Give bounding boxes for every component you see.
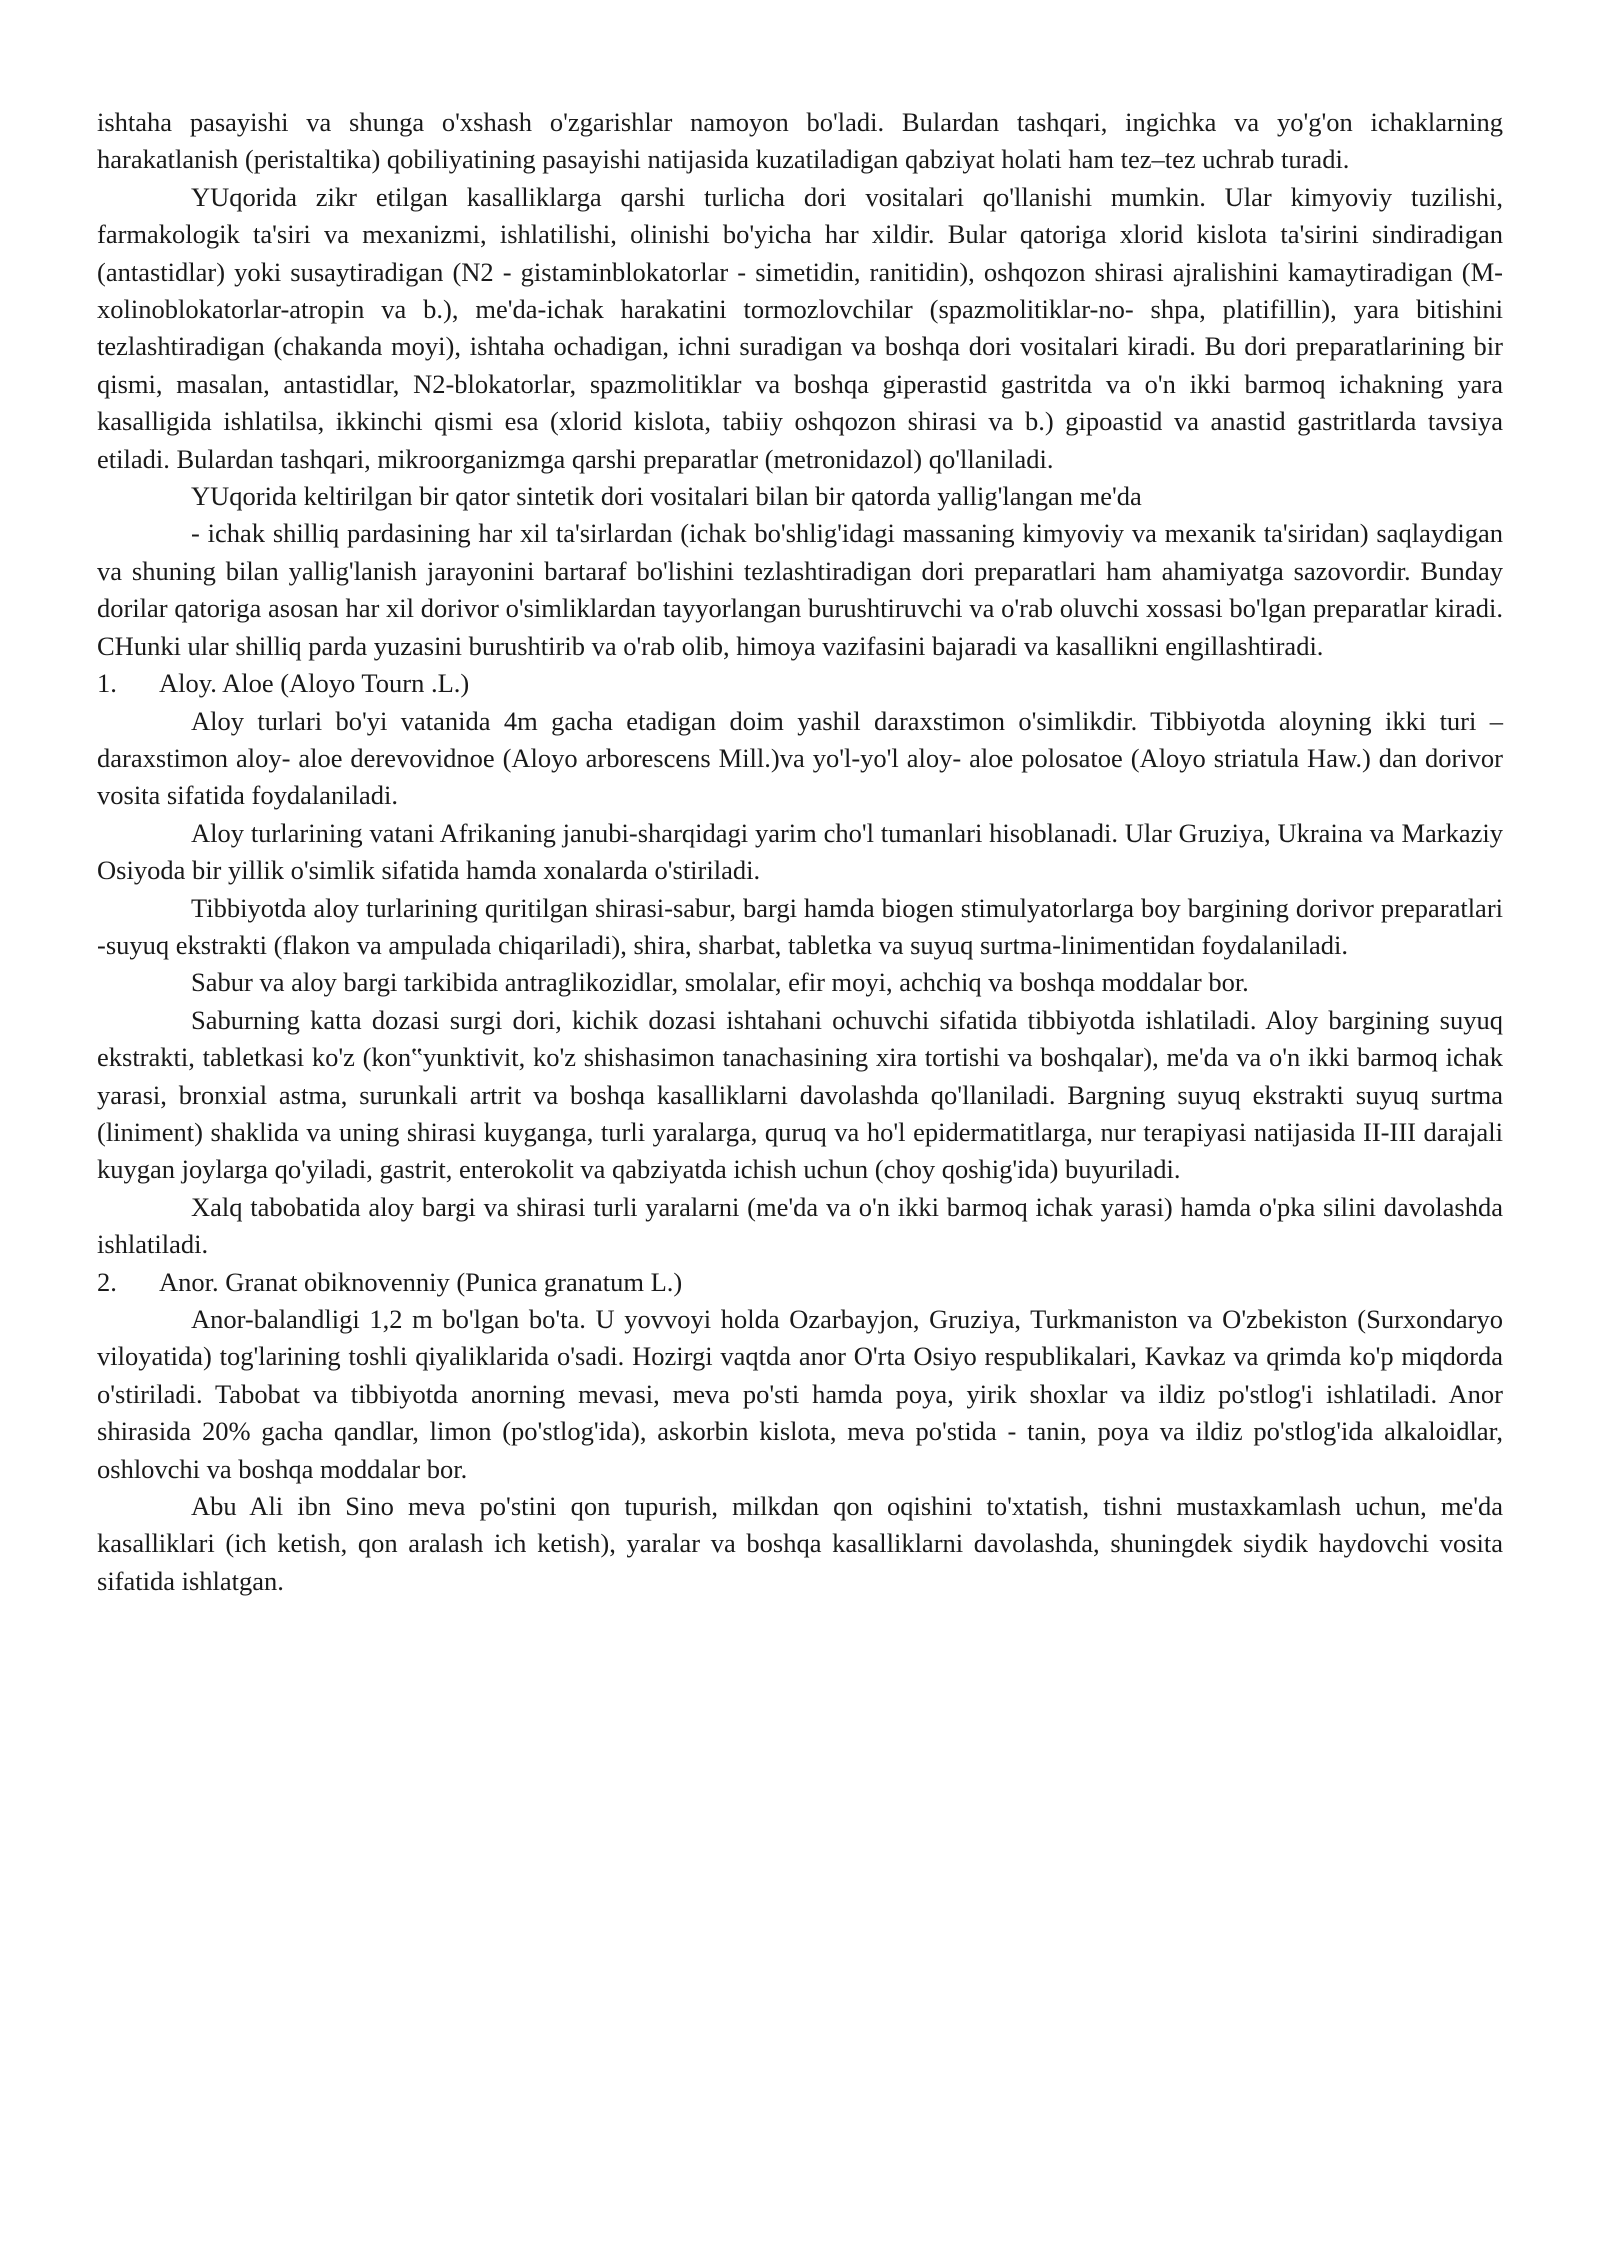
document-page — [97, 104, 1503, 1600]
paragraph: Abu Ali ibn Sino meva po'stini qon tupurish, milkdan qon oqishini to'xtatish, tishni mustaxkamlash uchun, me'da kasalliklari (ich ketish, qon aralash ich ketish), yaralar va boshqa kasalliklarni davolashda, shuningdek siydik haydovchi vosita sifatida ishlatgan. — [97, 1491, 1503, 1596]
paragraph: Saburning katta dozasi surgi dori, kichik dozasi ishtahani ochuvchi sifatida tibbiyotda ishlatiladi. Aloy bargining suyuq ekstrakti, tabletkasi ko'z (kon‟yunktivit, ko'z shishasimon tanachasining xira tortishi va boshqalar), me'da va o'n ikki barmoq ichak yarasi, bronxial astma, surunkali artrit va boshqa kasalliklarni davolashda qo'llaniladi. Bargning suyuq ekstrakti suyuq surtma (liniment) shaklida va uning shirasi kuyganga, turli yaralarga, quruq va ho'l epidermatitlarga, nur terapiyasi natijasida II-III darajali kuygan joylarga qo'yiladi, gastrit, enterokolit va qabziyatda ichish uchun (choy qoshig'ida) buyuriladi. — [97, 1004, 1503, 1185]
list-item-title: Anor. Granat obiknovenniy (Punica granatum L.) — [159, 1266, 683, 1297]
list-item-pomegranate — [97, 1264, 1503, 1301]
paragraph: YUqorida keltirilgan bir qator sintetik dori vositalari bilan bir qatorda yallig'langan me'da — [191, 481, 1142, 512]
paragraph: Xalq tabobatida aloy bargi va shirasi turli yaralarni (me'da va o'n ikki barmoq ichak yarasi) hamda o'pka silini davolashda ishlatiladi. — [97, 1191, 1503, 1260]
list-item-title: Aloy. Aloe (Aloyo Tourn .L.) — [159, 668, 470, 699]
list-item-number: 1. — [97, 668, 117, 699]
paragraph: Aloy turlari bo'yi vatanida 4m gacha etadigan doim yashil daraxstimon o'simlikdir. Tibbiyotda aloyning ikki turi –daraxstimon aloy- aloe derevovidnoe (Aloyo arborescens Mill.)va yo'l-yo'l aloy- aloe polosatoe (Aloyo striatula Haw.) dan dorivor vosita sifatida foydalaniladi. — [97, 705, 1503, 811]
paragraph: - ichak shilliq pardasining har xil ta'sirlardan (ichak bo'shlig'idagi massaning kimyoviy va mexanik ta'siridan) saqlaydigan va shuning bilan yallig'lanish jarayonini bartaraf bo'lishini tezlashtiradigan dori preparatlari ham ahamiyatga sazovordir. Bunday dorilar qatoriga asosan har xil dorivor o'simliklardan tayyorlangan burushtiruvchi va o'rab oluvchi xossasi bo'lgan preparatlar kiradi. CHunki ular shilliq parda yuzasini burushtirib va o'rab olib, himoya vazifasini bajaradi va kasallikni engillashtiradi. — [97, 518, 1503, 661]
list-item-aloe — [97, 665, 1503, 702]
paragraph: Anor-balandligi 1,2 m bo'lgan bo'ta. U yovvoyi holda Ozarbayjon, Gruziya, Turkmaniston va O'zbekiston (Surxondaryo viloyatida) tog'larining toshli qiyaliklarida o'sadi. Hozirgi vaqtda anor O'rta Osiyo respublikalari, Kavkaz va qrimda ko'p miqdorda o'stiriladi. Tabobat va tibbiyotda anorning mevasi, meva po'sti hamda poya, yirik shoxlar va ildiz po'stlog'i ishlatiladi. Anor shirasida 20% gacha qandlar, limon (po'stlog'ida), askorbin kislota, meva po'stida - tanin, poya va ildiz po'stlog'ida alkaloidlar, oshlovchi va boshqa moddalar bor. — [97, 1304, 1503, 1484]
paragraph: ishtaha pasayishi va shunga o'xshash o'zgarishlar namoyon bo'ladi. Bulardan tashqari, ingichka va yo'g'on ichaklarning harakatlanish (peristaltika) qobiliyatining pasayishi natijasida kuzatiladigan qabziyat holati ham tez–tez uchrab turadi. — [97, 107, 1503, 175]
paragraph: YUqorida zikr etilgan kasalliklarga qarshi turlicha dori vositalari qo'llanishi mumkin. Ular kimyoviy tuzilishi, farmakologik ta'siri va mexanizmi, ishlatilishi, olinishi bo'yicha har xildir. Bular qatoriga xlorid kislota ta'sirini sindiradigan (antastidlar) yoki susaytiradigan (N2 - gistaminblokatorlar - simetidin, ranitidin), oshqozon shirasi ajralishini kamaytiradigan (M- xolinoblokatorlar-atropin va b.), me'da-ichak harakatini tormozlovchilar (spazmolitiklar-no- shpa, platifillin), yara bitishini tezlashtiradigan (chakanda moyi), ishtaha ochadigan, ichni suradigan va boshqa dori vositalari kiradi. Bu dori preparatlarining bir qismi, masalan, antastidlar, N2-blokatorlar, spazmolitiklar va boshqa giperastid gastritda va o'n ikki barmoq ichakning yara kasalligida ishlatilsa, ikkinchi qismi esa (xlorid kislota, tabiiy oshqozon shirasi va b.) gipoastid va anastid gastritlarda tavsiya etiladi. Bulardan tashqari, mikroorganizmga qarshi preparatlar (metronidazol) qo'llaniladi. — [97, 181, 1503, 474]
paragraph: Aloy turlarining vatani Afrikaning janubi-sharqidagi yarim cho'l tumanlari hisoblanadi. Ular Gruziya, Ukraina va Markaziy Osiyoda bir yillik o'simlik sifatida hamda xonalarda o'stiriladi. — [97, 817, 1503, 886]
list-item-number: 2. — [97, 1266, 117, 1297]
paragraph: Sabur va aloy bargi tarkibida antraglikozidlar, smolalar, efir moyi, achchiq va boshqa moddalar bor. — [191, 967, 1249, 998]
paragraph: Tibbiyotda aloy turlarining quritilgan shirasi-sabur, bargi hamda biogen stimulyatorlarga boy bargining dorivor preparatlari -suyuq ekstrakti (flakon va ampulada chiqariladi), shira, sharbat, tabletka va suyuq surtma-linimentidan foydalaniladi. — [97, 892, 1503, 960]
